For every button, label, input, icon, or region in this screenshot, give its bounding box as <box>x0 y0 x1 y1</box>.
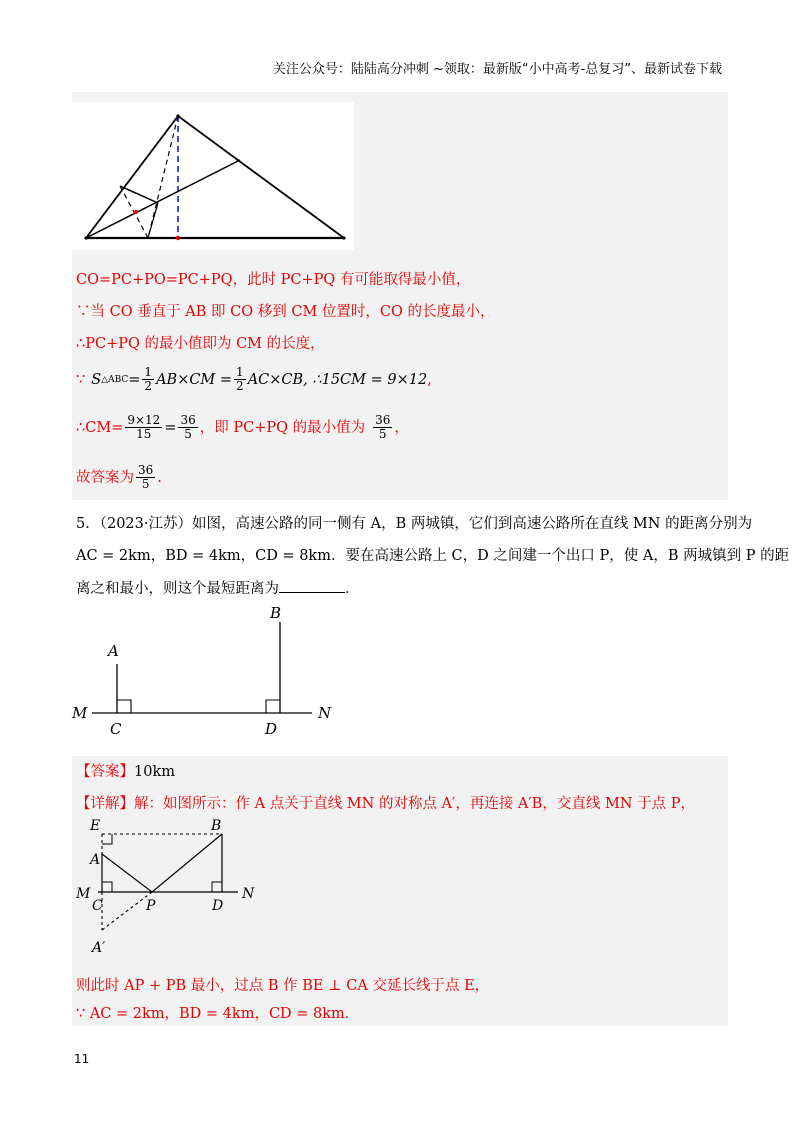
label-n: N <box>242 886 255 902</box>
right-angle-e <box>102 834 112 844</box>
detail-line-3: ∵ AC = 2km，BD = 4km，CD = 8km． <box>76 1006 360 1022</box>
because-symbol: ∵ <box>76 371 86 388</box>
point-mark <box>134 210 138 214</box>
label-m: M <box>76 886 91 902</box>
label-e: E <box>90 818 101 834</box>
fraction-9x12-over-15: $\frac{9\times 12}{15}$ <box>127 413 161 441</box>
right-angle-c <box>102 882 112 892</box>
area-subscript: △ABC <box>101 374 129 385</box>
question5-line-3: 离之和最小，则这个最短距离为 ． <box>76 578 360 599</box>
solution-line-4 <box>76 366 432 393</box>
triangle-figure <box>72 102 354 250</box>
answer-blank[interactable] <box>279 578 345 593</box>
figure-background <box>72 102 354 250</box>
label-a: A <box>108 642 119 660</box>
therefore-cm: ∴CM= <box>76 419 124 436</box>
detail-figure <box>76 814 276 964</box>
point-b <box>342 236 345 239</box>
equals-2: = <box>164 419 177 436</box>
point-m <box>176 236 180 240</box>
right-angle-d <box>266 700 280 713</box>
solution-line-2: ∵当 CO 垂直于 AB 即 CO 移到 CM 位置时，CO 的长度最小， <box>76 304 495 320</box>
label-d: D <box>212 898 224 914</box>
detail-line-2: 则此时 AP + PB 最小，过点 B 作 BE ⊥ CA 交延长线于点 E， <box>76 978 490 994</box>
solution-line-1: CO=PC+PO=PC+PQ，此时 PC+PQ 有可能取得最小值， <box>76 272 471 288</box>
solution-line-6 <box>76 464 162 491</box>
answer-line <box>76 762 175 782</box>
page-number: 11 <box>74 1052 90 1066</box>
half-fraction-1: $\frac{1}{2}$ <box>144 365 153 393</box>
fraction-36-over-5-c: $\frac{36}{5}$ <box>138 463 154 491</box>
area-symbol: S <box>91 371 102 388</box>
label-c: C <box>110 720 122 738</box>
detail-line-1 <box>76 794 695 814</box>
label-d: D <box>265 720 278 738</box>
label-c: C <box>92 898 103 914</box>
solution-line-3: ∴PC+PQ 的最小值即为 CM 的长度， <box>76 336 325 352</box>
label-b: B <box>270 604 282 622</box>
question5-line-2: AC = 2km，BD = 4km，CD = 8km．要在高速公路上 C，D 之间建一个出口 P，使 A，B 两城镇到 P 的距 <box>76 548 790 564</box>
fraction-36-over-5-b: $\frac{36}{5}$ <box>375 413 391 441</box>
segment-a-prime-p-dashed <box>102 892 152 930</box>
area-expression-ac: AC×CB, ∴15CM = 9×12 <box>247 371 428 388</box>
half-fraction-2: $\frac{1}{2}$ <box>236 365 244 393</box>
label-n: N <box>318 704 332 722</box>
label-a-prime: A′ <box>92 940 106 956</box>
right-angle-d <box>212 882 222 892</box>
equals-1: = <box>128 371 141 388</box>
detail-tag: 【详解】 <box>76 796 134 812</box>
question5-figure <box>68 600 368 740</box>
fraction-36-over-5-a: $\frac{36}{5}$ <box>180 413 196 441</box>
answer-prefix: 故答案为 <box>76 469 134 486</box>
label-p: P <box>146 898 156 914</box>
point-c <box>176 114 179 117</box>
answer-value: 10km <box>134 764 175 780</box>
right-angle-c <box>117 700 131 713</box>
label-m: M <box>72 704 88 722</box>
area-expression-ab: AB×CM = <box>156 371 233 388</box>
line6-period: . <box>157 469 162 486</box>
question5-line-1: 5．（2023·江苏）如图，高速公路的同一侧有 A，B 两城镇，它们到高速公路所在直线 MN 的距离分别为 <box>76 516 753 532</box>
label-a: A <box>90 852 101 868</box>
segment-ap <box>102 854 152 892</box>
detail-text: 解：如图所示：作 A 点关于直线 MN 的对称点 A′，再连接 A′B，交直线 MN 于点 P， <box>134 796 695 812</box>
solution-line-5 <box>76 414 409 441</box>
page-header: 关注公众号：陆陆高分冲刺 ~领取：最新版“小中高考-总复习”、最新试卷下载 <box>272 62 722 77</box>
line4-comma: , <box>427 371 432 388</box>
min-value-text: ，即 PC+PQ 的最小值为 <box>199 419 366 436</box>
point-a <box>84 236 87 239</box>
label-b: B <box>211 818 222 834</box>
answer-tag: 【答案】 <box>76 764 134 780</box>
line5-comma: ， <box>394 419 409 436</box>
